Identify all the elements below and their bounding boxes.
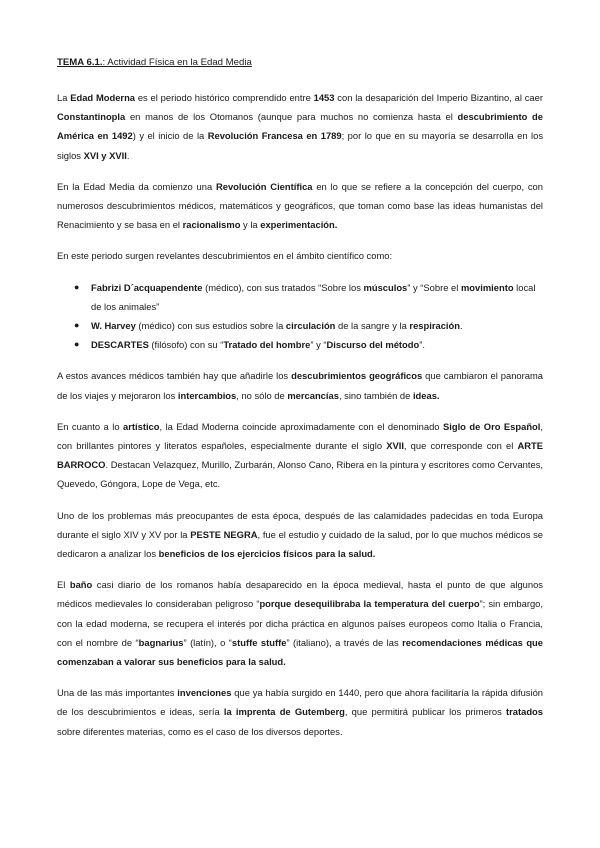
bold-text: Fabrizi D´acquapendente (91, 281, 203, 293)
list-item (74, 316, 543, 335)
bold-text: PESTE NEGRA (190, 528, 258, 540)
text-run: ” y “ (310, 339, 327, 351)
paragraph (57, 417, 543, 494)
text-run: . (459, 320, 463, 332)
title-bold: TEMA 6.1. (57, 57, 103, 68)
text-run: . (126, 149, 130, 161)
bold-text: ARTE BARROCO (57, 440, 543, 471)
bold-text: invenciones (177, 687, 232, 699)
text-run: casi diario de los romanos había desaparecido en la época medieval, hasta el punto de que algunos médicos medievales lo consideraban peligroso “ (57, 579, 543, 610)
text-run: (filósofo) con su “ (148, 339, 224, 351)
text-run: A estos avances médicos también hay que añadirle los (57, 370, 292, 382)
text-run: Uno de los problemas más preocupantes de esta época, después de las calamidades padecidas en toda Europa durante el siglo XIV y XV por la (57, 509, 543, 540)
bold-text: respiración (409, 320, 460, 332)
paragraph (57, 683, 543, 741)
list-item (74, 278, 543, 316)
bold-text: porque desequilibraba la temperatura del cuerpo (259, 598, 480, 610)
paragraph (57, 88, 543, 165)
bold-text: beneficios de los ejercicios físicos para la salud. (158, 548, 376, 560)
bold-text: Revolución Científica (215, 180, 313, 192)
text-run: en lo que se refiere a la concepción del cuerpo, con numerosos descubrimientos médicos, matemáticos y geográficos, que toman como base las ideas humanistas del Renacimiento y se basa en el (57, 180, 543, 231)
bold-text: artístico (123, 420, 160, 432)
body-paragraphs (57, 366, 543, 740)
discoveries-list (57, 278, 543, 355)
text-run: , sino también de (338, 389, 413, 401)
text-run: ) y el inicio de la (132, 130, 208, 142)
bold-text: Edad Moderna (70, 92, 136, 103)
text-run: ” y “Sobre el (407, 281, 461, 293)
text-run: , que permitirá publicar los primeros (344, 706, 506, 718)
text-run: , la Edad Moderna coincide aproximadamente con el denominado (159, 420, 443, 432)
bold-text: tratados (506, 706, 543, 718)
bold-text: bagnarius (138, 636, 184, 648)
bullet-icon: ● (74, 281, 80, 292)
bold-text: Tratado del hombre (223, 339, 311, 351)
bold-text: movimiento (460, 281, 514, 293)
paragraph (57, 177, 543, 235)
text-run: ” (italiano), a través de las (286, 636, 403, 648)
title-rest: : Actividad Física en la Edad Media (102, 57, 252, 68)
text-run: de la sangre y la (335, 320, 410, 332)
bold-text: músculos (363, 281, 408, 293)
page-title (57, 56, 543, 69)
paragraph (57, 575, 543, 671)
bold-text: ideas. (412, 389, 440, 401)
text-run: (médico), con sus tratados “Sobre los (202, 281, 364, 293)
text-run: en manos de los Otomanos (aunque para muchos no comienza hasta el (125, 111, 458, 123)
bold-text: W. Harvey (91, 320, 136, 332)
bold-text: la imprenta de Gutemberg (223, 706, 345, 718)
text-run: ”; sin embargo, con la edad moderna, se recupera el interés por dicha práctica en algunos países europeos como Italia o Francia, con el nombre de “ (57, 598, 544, 648)
text-run: con la desaparición del Imperio Bizantino, al caer (334, 92, 543, 103)
text-run: El (57, 579, 70, 591)
bold-text: descubrimientos geográficos (291, 370, 423, 382)
bold-text: Discurso del método (326, 339, 420, 351)
text-run: , fue el estudio y cuidado de la salud, por lo que muchos médicos se dedicaron a analizar los (57, 528, 543, 560)
bold-text: circulación (285, 320, 336, 332)
bold-text: Siglo de Oro Español (442, 420, 541, 432)
bold-text: DESCARTES (91, 339, 149, 351)
bold-text: stuffe stuffe (231, 636, 287, 648)
bold-text: intercambios (177, 389, 237, 401)
bullet-icon: ● (74, 320, 80, 331)
text-run: sobre diferentes materias, como es el caso de los diversos deportes. (57, 725, 343, 737)
bold-text: experimentación. (260, 219, 338, 231)
text-run: La (57, 92, 71, 103)
text-run: , no sólo de (236, 389, 288, 401)
bold-text: mercancías (287, 389, 339, 401)
paragraph (57, 366, 543, 404)
text-run: En la Edad Media da comienzo una (57, 180, 216, 192)
intro-paragraphs (57, 88, 543, 266)
text-run: (médico) con sus estudios sobre la (135, 320, 286, 332)
bold-text: 1453 (313, 92, 335, 103)
list-item (74, 335, 543, 354)
text-run: , con brillantes pintores y literatos españoles, especialmente durante el siglo (57, 420, 543, 452)
text-run: local de los animales” (91, 281, 536, 312)
text-run: ” (latín), o “ (183, 636, 232, 648)
bold-text: recomendaciones médicas que comenzaban a valorar sus beneficios para la salud. (57, 636, 543, 668)
bold-text: Constantinopla (57, 111, 126, 123)
text-run: . Destacan Velazquez, Murillo, Zurbarán, Alonso Cano, Ribera en la pintura y escritores como Cervantes, Quevedo, Góngora, Lope de Vega, etc. (57, 459, 543, 490)
bold-text: Revolución Francesa en 1789 (207, 130, 342, 142)
paragraph (57, 506, 543, 564)
text-run: que ya había surgido en 1440, pero que ahora facilitaría la rápida difusión de los descubrimientos e ideas, sería (57, 687, 543, 718)
text-run: Una de las más importantes (57, 687, 178, 699)
text-run: En cuanto a lo (57, 420, 124, 432)
paragraph (57, 246, 543, 265)
text-run: ; por lo que en su mayoría se desarrolla en los siglos (57, 130, 544, 161)
text-run: En este periodo surgen revelantes descubrimientos en el ámbito científico como: (57, 250, 393, 262)
text-run: es el periodo histórico comprendido entre (135, 92, 314, 103)
bullet-icon: ● (74, 339, 80, 350)
text-run: ”. (419, 339, 425, 351)
bold-text: baño (69, 579, 93, 591)
bold-text: XVI y XVII (83, 149, 127, 161)
text-run: , que corresponde con el (403, 440, 518, 452)
bold-text: racionalismo (182, 219, 241, 231)
bold-text: XVII (386, 440, 404, 452)
bold-text: descubrimiento de América en 1492 (57, 111, 543, 142)
text-run: que cambiaron el panorama de los viajes y mejoraron los (57, 370, 543, 401)
text-run: y la (240, 219, 261, 231)
